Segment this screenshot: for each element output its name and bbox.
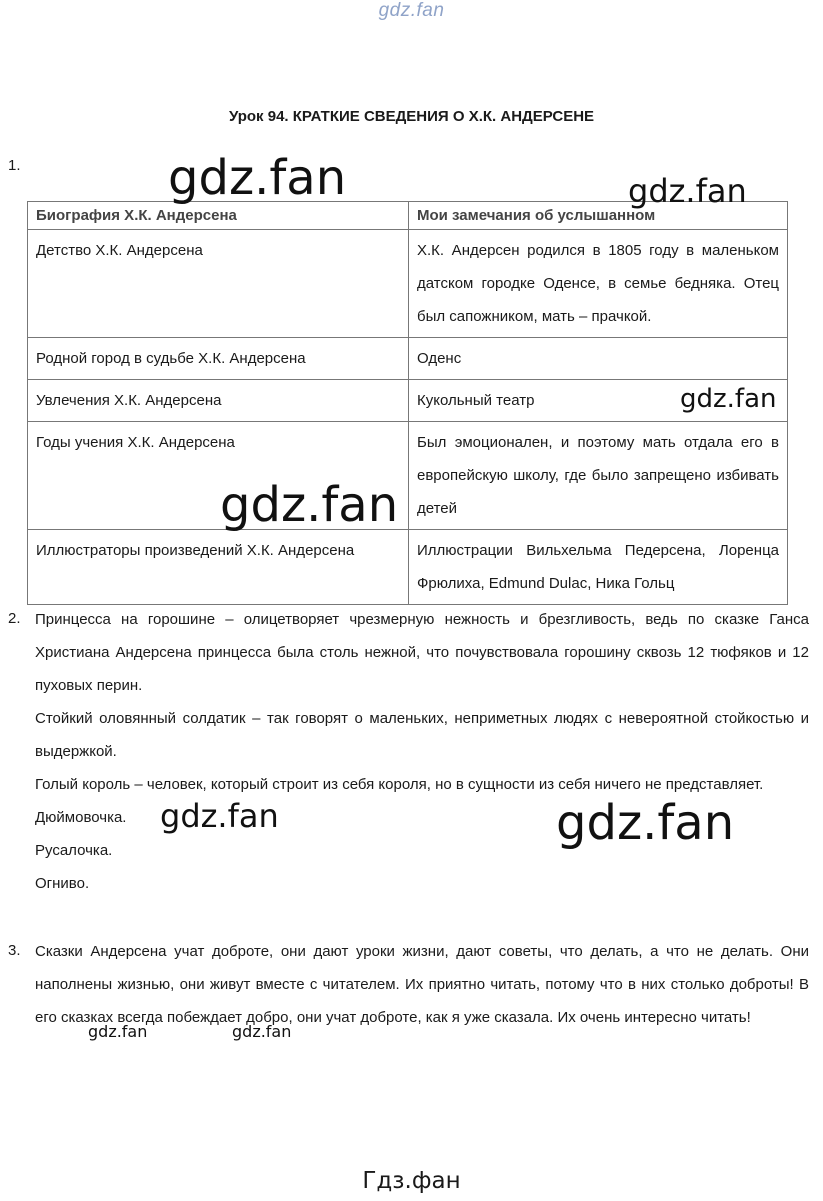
table-cell: Х.К. Андерсен родился в 1805 году в маленьком датском городке Оденсе, в семье бедняка. Отец был сапожником, мать – прачкой. [409, 230, 788, 338]
watermark: gdz.fan [628, 172, 747, 210]
section-3-number: 3. [8, 942, 21, 959]
table-row [28, 338, 788, 380]
table-row [28, 530, 788, 605]
paragraph: Дюймовочка. [35, 809, 127, 826]
biography-table [27, 201, 788, 605]
table-header-cell: Мои замечания об услышанном [409, 202, 788, 230]
top-watermark: gdz.fan [378, 0, 445, 21]
table-cell: Детство Х.К. Андерсена [28, 230, 409, 338]
table-cell: Увлечения Х.К. Андерсена [28, 380, 409, 422]
paragraph: Русалочка. [35, 842, 113, 859]
table-cell: Кукольный театр [409, 380, 788, 422]
paragraph: Принцесса на горошине – олицетворяет чрезмерную нежность и брезгливость, ведь по сказке Ганса Христиана Андерсена принцесса была столь нежной, что почувствовала горошину сквозь 12 тюфяков и 12 пуховых перин. [35, 611, 809, 694]
watermark: gdz.fan [232, 1022, 292, 1041]
table-row [28, 422, 788, 530]
page-title: Урок 94. КРАТКИЕ СВЕДЕНИЯ О Х.К. АНДЕРСЕНЕ [228, 108, 595, 125]
section-2-number: 2. [8, 610, 21, 627]
section-3-text [35, 935, 809, 1034]
footer-watermark: Гдз.фан [362, 1168, 461, 1194]
table-row [28, 230, 788, 338]
table-cell: Родной город в судьбе Х.К. Андерсена [28, 338, 409, 380]
watermark: gdz.fan [220, 477, 399, 533]
watermark: gdz.fan [160, 797, 279, 835]
table-row [28, 380, 788, 422]
watermark: gdz.fan [168, 150, 347, 206]
paragraph: Сказки Андерсена учат доброте, они дают уроки жизни, дают советы, что делать, а что не делать. Они наполнены жизнью, они живут вместе с читателем. Их приятно читать, потому что в них столько доброты! В его сказках всегда побеждает добро, они учат доброте, как я уже сказала. Их очень интересно читать! [35, 943, 809, 1026]
section-2-text [35, 603, 809, 900]
table-cell: Годы учения Х.К. Андерсена [28, 422, 409, 530]
watermark: gdz.fan [556, 795, 735, 851]
paragraph: Стойкий оловянный солдатик – так говорят о маленьких, неприметных людях с невероятной стойкостью и выдержкой. [35, 710, 809, 760]
paragraph: Огниво. [35, 875, 90, 892]
table-header-cell: Биография Х.К. Андерсена [28, 202, 409, 230]
table-cell: Иллюстраторы произведений Х.К. Андерсена [28, 530, 409, 605]
table-cell: Был эмоционален, и поэтому мать отдала его в европейскую школу, где было запрещено избивать детей [409, 422, 788, 530]
paragraph: Голый король – человек, который строит из себя короля, но в сущности из себя ничего не представляет. [35, 776, 764, 793]
watermark: gdz.fan [88, 1022, 148, 1041]
table-cell: Иллюстрации Вильхельма Педерсена, Лоренца Фрюлиха, Edmund Dulac, Ника Гольц [409, 530, 788, 605]
watermark: gdz.fan [680, 384, 777, 414]
section-1-number: 1. [8, 157, 21, 174]
table-cell: Оденс [409, 338, 788, 380]
